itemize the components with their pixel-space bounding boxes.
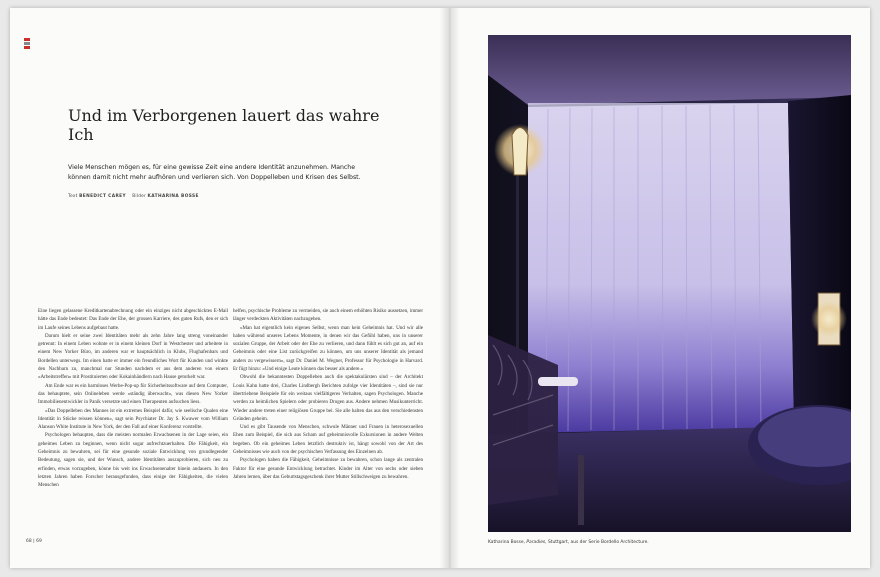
byline: [68, 194, 199, 199]
page-numbers: 68 | 69: [26, 539, 42, 544]
article-lead: Viele Menschen mögen es, für eine gewisse Zeit eine andere Identität anzunehmen. Manche können damit nicht mehr aufhören und verlieren sich. Von Doppelleben und Krisen des Selbst.: [68, 164, 361, 181]
caption-title: Paradies,: [526, 540, 547, 545]
body-column-2: [233, 307, 423, 481]
paragraph: «Man hat eigentlich kein eigenes Selbst, wenn man kein Geheimnis hat. Und wir alle haben während unseres Lebens Momente, in denen wir das Gefühl haben, uns in unserer sozialen Gruppe, der Arbeit oder der Ehe zu verlieren, und dann fühlt es sich gut an, auf ein Geheimnis oder eine List zurückgreifen zu können, um uns unserer Identität als jemand anders zu vergewissern», sagt Dr. Daniel M. Wegner, Professor für Psychologie in Harvard. Er fügt hinzu: «Und einige Leute können das besser als andere.»: [233, 324, 423, 373]
body-column-1: [38, 307, 228, 490]
left-page: [10, 8, 440, 568]
paragraph: Eine liegen gelassene Kreditkartenabrechnung oder ein einziges nicht abgeschicktes E-Mail hätte das Ende bedeutet: Das Ende der Ehe, der grossen Karriere, des guten Rufs, den er sich im Laufe seines Lebens aufgebaut hatte.: [38, 308, 228, 331]
paragraph: Am Ende war es ein harmloses Werbe-Pop-up für Sicherheitssoftware auf dem Computer, das behauptete, sein Onlineleben werde «ständig überwacht», was diesen New Yorker Immobilienentwickler in Panik versetzte und einen Therapeuten aufsuchen liess.: [38, 382, 228, 406]
right-page: [450, 8, 870, 568]
section-marker: [24, 38, 30, 48]
byline-text-label: Text: [68, 194, 78, 199]
paragraph: Obwohl die bekanntesten Doppelleben auch die spektakulärsten sind – der Architekt Louis Kahn hatte drei, Charles Lindbergh Berichten zufolge vier Identitäten –, sind sie nur übertriebene Beispiele für ein weitaus vielfältigeres Verhalten, sagen Psychologen. Manche werden zu heimlichen Spielern oder probieren Drogen aus. Andere nehmen Musikunterricht. Wieder andere treten einer religiösen Gruppe bei. Sie alle halten das aus den verschiedensten Gründen geheim.: [233, 374, 423, 422]
magazine-spread: [10, 8, 870, 568]
bedroom-photo: [488, 35, 851, 532]
paragraph: Psychologen haben die Fähigkeit, Geheimnisse zu bewahren, schon lange als zentralen Faktor für eine gesunde Entwicklung betrachtet. Kinder im Alter von sechs oder sieben Jahren lernen, über das Geburtstagsgeschenk ihrer Mutter Stillschweigen zu bewahren.: [233, 457, 423, 480]
paragraph: helfen, psychische Probleme zu vermeiden, sie auch einem erhöhten Risiko aussetzen, immer länger verdeckten Aktivitäten nachzugehen.: [233, 308, 423, 323]
article-photo: [488, 35, 851, 532]
byline-author: BENEDICT CAREY: [79, 194, 126, 199]
paragraph: Und es gibt Tausende von Menschen, schwule Männer und Frauen in heterosexuellen Ehen zum Beispiel, die sich aus Scham auf geheimnisvolle Exkursionen in andere Welten begeben. Ob ein geheimes Leben letztlich destruktiv ist, hängt sowohl von der Art des Geheimnisses wie auch von der psychischen Verfassung des Einzelnen ab.: [233, 424, 423, 456]
caption-details: Stuttgart, aus der Serie Bordello Architecture.: [548, 540, 649, 545]
paragraph: «Das Doppelleben des Mannes ist ein extremes Beispiel dafür, wie seelische Qualen eine Identität in Stücke reissen können», sagt sein Psychiater Dr. Jay S. Kwawer vom William Alanson White Institute in New York, der den Fall auf einer Konferenz vorstellte.: [38, 407, 228, 431]
paragraph: Darum hielt er seine zwei Identitäten mehr als zehn Jahre lang streng voneinander getrennt: In einem Leben wohnte er in einem kleinen Dorf in Westchester und arbeitete in einem New Yorker Büro, im anderen war er hauptsächlich in Klubs, Flughafenbars und Bordellen unterwegs. Im einen hatte er immer ein freundliches Wort für Kunden und winkte den Nachbarn zu, manchmal nur Stunden nachdem er aus dem anderen von einem «Arbeitstreffen» mit Prostituierten oder Kokainhändlern nach Hause getorkelt war.: [38, 332, 228, 381]
paragraph: Psychologen behaupten, dass die meisten normalen Erwachsenen in der Lage seien, ein geheimes Leben zu beginnen, wenn nicht sogar aufrechtzuerhalten. Die Fähigkeit, ein Geheimnis zu bewahren, sei für eine gesunde soziale Entwicklung von grundlegender Bedeutung, sagen sie, und der Wunsch, andere Identitäten auszuprobieren, sich neu zu erfinden, etwas vorzugeben, könne bis weit ins Erwachsenenalter hinein andauern. In den letzten Jahren haben Forscher herausgefunden, dass einige der Fähigkeiten, die vielen Menschen: [38, 432, 228, 489]
caption-photographer: Katharina Bosse,: [488, 540, 525, 545]
photo-caption: [488, 540, 649, 545]
byline-images-label: Bilder: [132, 194, 146, 199]
byline-photographer: KATHARINA BOSSE: [147, 194, 199, 199]
article-headline: Und im Verborgenen lauert das wahre Ich: [68, 106, 380, 144]
